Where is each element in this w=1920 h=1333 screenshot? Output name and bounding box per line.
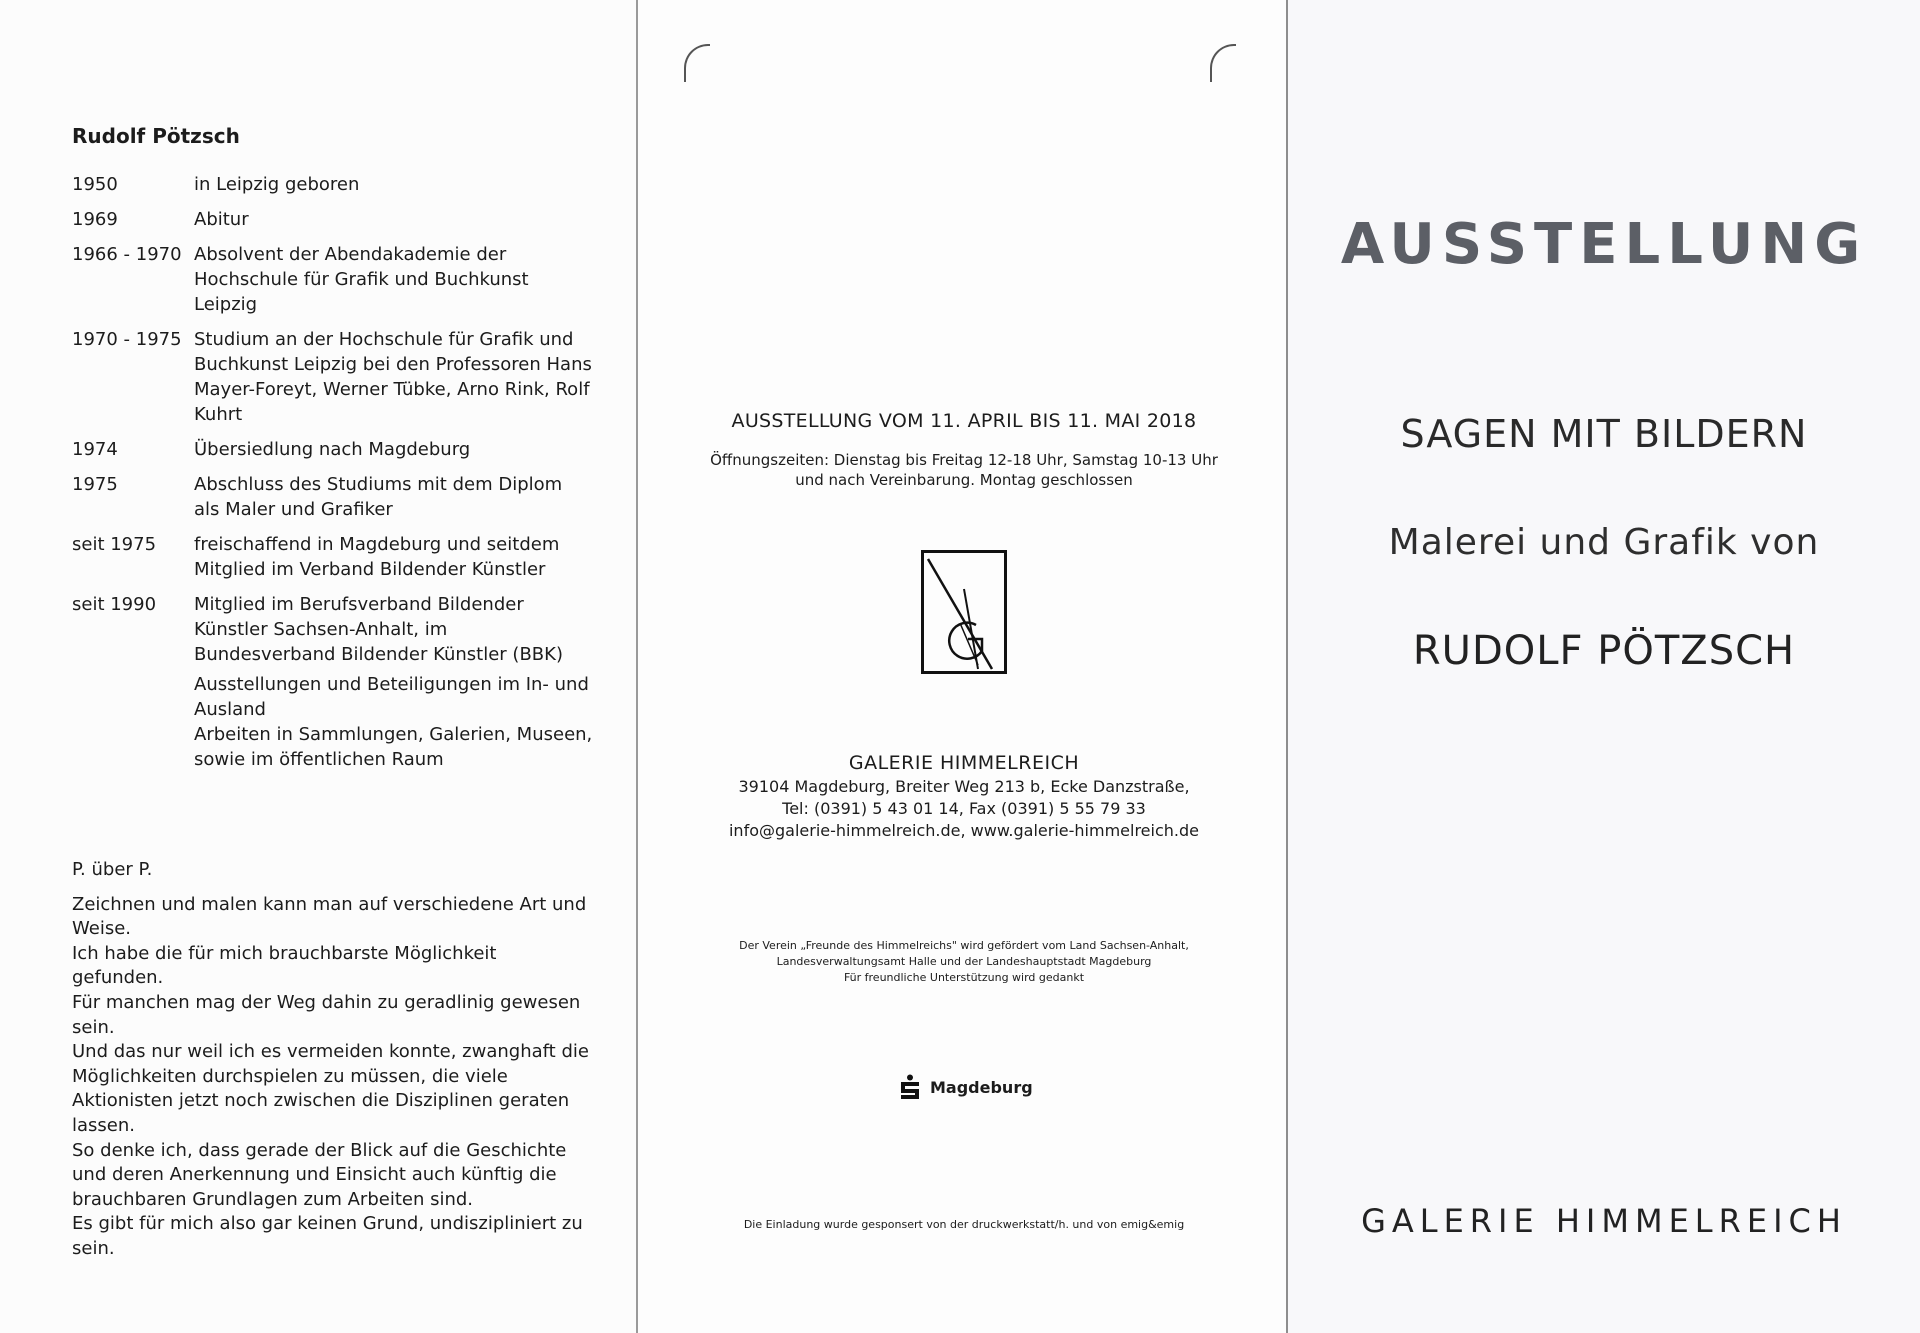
- exhibition-byline: Malerei und Grafik von: [1388, 522, 1820, 563]
- bio-row: [72, 327, 592, 427]
- bio-row: [72, 472, 592, 522]
- sponsor-note-line: Der Verein „Freunde des Himmelreichs" wird gefördert vom Land Sachsen-Anhalt,: [739, 939, 1189, 952]
- contact-line[interactable]: info@galerie-himmelreich.de, www.galerie-himmelreich.de: [728, 821, 1199, 840]
- sponsor-note: [638, 938, 1290, 986]
- statement-line: Es gibt für mich also gar keinen Grund, undiszipliniert zu sein.: [72, 1213, 583, 1259]
- exhibition-dates: AUSSTELLUNG VOM 11. APRIL BIS 11. MAI 2018: [731, 410, 1197, 432]
- bio-text: Abschluss des Studiums mit dem Diplom als Maler und Grafiker: [194, 474, 563, 520]
- statement-heading: P. über P.: [72, 859, 153, 880]
- bio-text: Übersiedlung nach Magdeburg: [194, 439, 471, 460]
- opening-hours-line: Öffnungszeiten: Dienstag bis Freitag 12-18 Uhr, Samstag 10-13 Uhr: [710, 451, 1218, 469]
- exhibitions-note: [194, 672, 594, 772]
- statement-line: Für manchen mag der Weg dahin zu geradlinig gewesen sein.: [72, 991, 581, 1038]
- statement-line: Ich habe die für mich brauchbarste Möglichkeit gefunden.: [72, 942, 497, 989]
- bio-year: 1969: [72, 209, 118, 230]
- sparkasse-sponsor: [900, 1074, 1033, 1100]
- punch-hole-right: [1210, 44, 1236, 82]
- opening-hours: [638, 450, 1290, 490]
- sponsor-note-line: Für freundliche Unterstützung wird gedankt: [843, 971, 1085, 984]
- bio-text: Absolvent der Abendakademie der Hochschule für Grafik und Buchkunst Leipzig: [194, 244, 529, 315]
- cover-title: AUSSTELLUNG: [1340, 212, 1868, 277]
- bio-text: Studium an der Hochschule für Grafik und Buchkunst Leipzig bei den Professoren Hans Mayer-Foreyt, Werner Tübke, Arno Rink, Rolf Kuhrt: [194, 329, 592, 425]
- bio-row: [72, 437, 592, 462]
- cover-gallery-name: GALERIE HIMMELREICH: [1361, 1202, 1847, 1240]
- sponsor-note-line: Landesverwaltungsamt Halle und der Landeshauptstadt Magdeburg: [776, 955, 1152, 968]
- address-line: 39104 Magdeburg, Breiter Weg 213 b, Ecke Danzstraße,: [738, 777, 1190, 796]
- statement-line: Zeichnen und malen kann man auf verschiedene Art und Weise.: [72, 893, 587, 940]
- gallery-address: [638, 776, 1290, 842]
- sponsor-label: Magdeburg: [930, 1077, 1033, 1097]
- collections-line: Arbeiten in Sammlungen, Galerien, Museen, sowie im öffentlichen Raum: [194, 724, 593, 770]
- bio-row: [72, 532, 592, 582]
- phone-line: Tel: (0391) 5 43 01 14, Fax (0391) 5 55 79 33: [782, 799, 1146, 818]
- gallery-name: GALERIE HIMMELREICH: [848, 752, 1080, 774]
- bio-row: [72, 592, 592, 667]
- cover-panel: [1288, 0, 1920, 1333]
- bio-text: freischaffend in Magdeburg und seitdem Mitglied im Verband Bildender Künstler: [194, 534, 560, 580]
- print-credits: Die Einladung wurde gesponsert von der druckwerkstatt/h. und von emig&emig: [743, 1218, 1185, 1231]
- bio-year: seit 1975: [72, 534, 157, 555]
- bio-year: 1966 - 1970: [72, 244, 182, 265]
- artist-name: RUDOLF PÖTZSCH: [1412, 628, 1796, 674]
- bio-text: in Leipzig geboren: [194, 174, 360, 195]
- bio-panel: [0, 0, 636, 1333]
- exhibition-subtitle: SAGEN MIT BILDERN: [1400, 412, 1808, 456]
- bio-text: Abitur: [194, 209, 249, 230]
- bio-text: Mitglied im Berufsverband Bildender Künstler Sachsen-Anhalt, im Bundesverband Bildender Künstler (BBK): [194, 594, 563, 665]
- punch-hole-left: [684, 44, 710, 82]
- statement-line: Und das nur weil ich es vermeiden konnte, zwanghaft die Möglichkeiten durchspielen zu müssen, die viele Aktionisten jetzt noch zwischen die Disziplinen geraten lassen.: [72, 1041, 589, 1136]
- opening-hours-line: und nach Vereinbarung. Montag geschlossen: [795, 471, 1133, 489]
- bio-year: 1970 - 1975: [72, 329, 182, 350]
- bio-row: [72, 242, 592, 317]
- artist-name-heading: Rudolf Pötzsch: [72, 124, 240, 148]
- bio-row: [72, 172, 592, 197]
- sparkasse-icon: [900, 1074, 920, 1100]
- gallery-logo-icon: [921, 550, 1007, 674]
- statement-line: So denke ich, dass gerade der Blick auf die Geschichte und deren Anerkennung und Einsicht auch künftig die brauchbaren Grundlagen zum Arbeiten sind.: [72, 1139, 567, 1210]
- bio-year: 1974: [72, 439, 118, 460]
- bio-year: 1975: [72, 474, 118, 495]
- bio-year: 1950: [72, 174, 118, 195]
- bio-list: [72, 172, 592, 677]
- info-panel: [636, 0, 1288, 1333]
- bio-row: [72, 207, 592, 232]
- artist-statement: [72, 858, 592, 1262]
- bio-year: seit 1990: [72, 594, 157, 615]
- exhibitions-line: Ausstellungen und Beteiligungen im In- und Ausland: [194, 674, 589, 720]
